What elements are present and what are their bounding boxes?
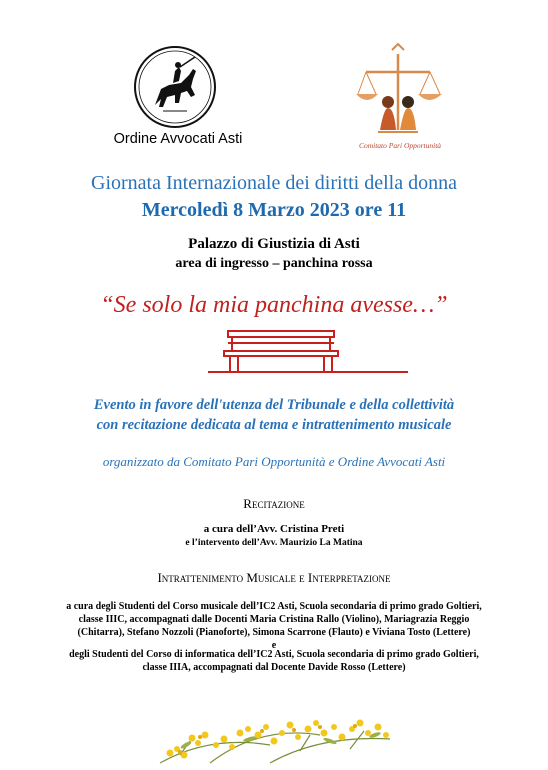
intrattenimento-heading: Intrattenimento Musicale e Interpretazione <box>157 570 391 585</box>
venue-name: Palazzo di Giustizia di Asti <box>188 236 360 252</box>
organizer-text: organizzato da Comitato Pari Opportunità e Ordine Avvocati Asti <box>102 454 446 469</box>
scales-of-justice-icon <box>348 42 448 154</box>
intrattenimento-paragraph-2 <box>0 648 548 674</box>
ordine-avvocati-logo-icon <box>133 45 217 129</box>
paragraph-line: a cura degli Studenti del Corso musicale dell’IC2 Asti, Scuola secondaria di primo grado Goltieri, <box>66 601 482 612</box>
recitazione-heading: Recitazione <box>243 496 305 511</box>
event-title: Giornata Internazionale dei diritti della donna <box>91 172 457 194</box>
event-quote: “Se solo la mia panchina avesse…” <box>100 292 448 318</box>
event-date: Mercoledì 8 Marzo 2023 ore 11 <box>141 199 407 221</box>
paragraph-line: (Chitarra), Stefano Nozzoli (Pianoforte), Simona Scarrone (Flauto) e Viviana Tosto (Lettere) <box>77 627 471 638</box>
cpo-caption: Comitato Pari Opportunità <box>358 141 442 150</box>
paragraph-line: degli Studenti del Corso di informatica dell’IC2 Asti, Scuola secondaria di primo grado Goltieri, <box>69 649 479 660</box>
mimosa-flowers-icon <box>150 705 398 765</box>
paragraph-line: e <box>271 640 277 651</box>
paragraph-line: classe IIIA, accompagnati dal Docente Davide Rosso (Lettere) <box>142 662 406 673</box>
venue-location: area di ingresso – panchina rossa <box>175 256 373 271</box>
recitazione-intervento: e l’intervento dell’Avv. Maurizio La Matina <box>185 538 363 548</box>
intrattenimento-paragraph-1 <box>0 600 548 652</box>
red-bench-icon <box>208 325 408 377</box>
event-description-line2: con recitazione dedicata al tema e intrattenimento musicale <box>96 417 452 433</box>
event-description-line1: Evento in favore dell'utenza del Tribunale e della collettività <box>93 397 455 413</box>
recitazione-curated-by: a cura dell’Avv. Cristina Preti <box>203 523 345 535</box>
org-name: Ordine Avvocati Asti <box>113 131 243 147</box>
paragraph-line: classe IIIC, accompagnati dalle Docenti Maria Cristina Rallo (Violino), Mariagrazia Reggio <box>78 614 470 625</box>
